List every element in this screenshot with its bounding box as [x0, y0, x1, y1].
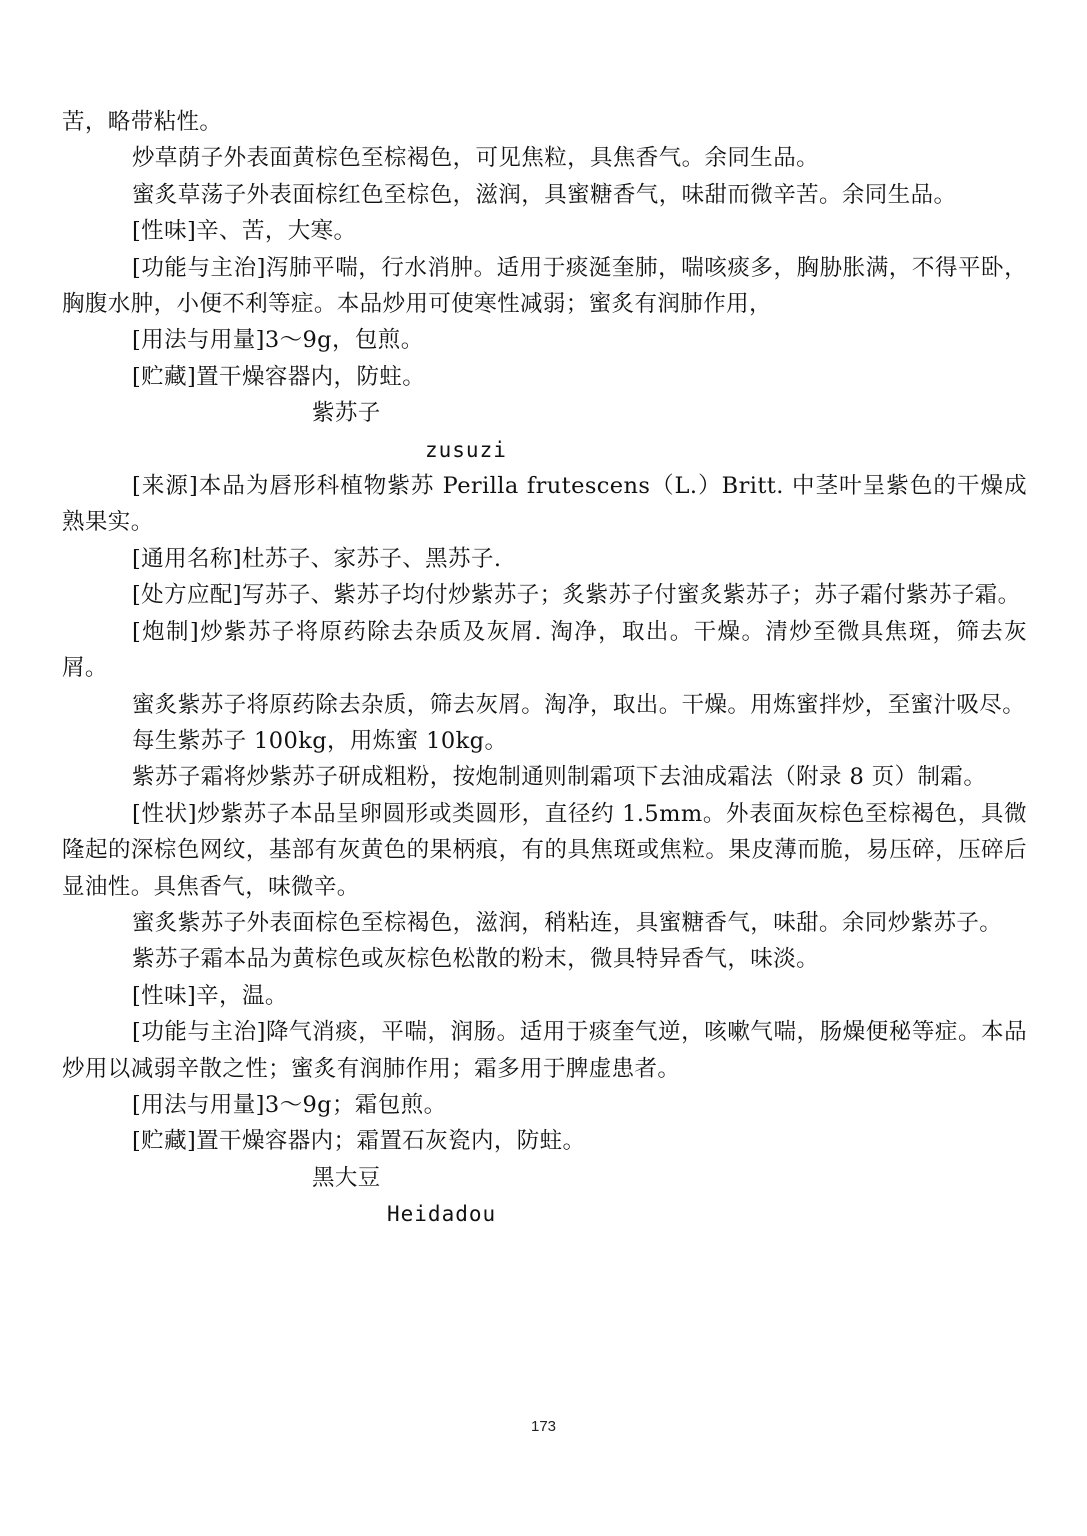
- paragraph: 蜜炙紫苏子将原药除去杂质，筛去灰屑。淘净，取出。干燥。用炼蜜拌炒，至蜜汁吸尽。: [132, 691, 1026, 718]
- entry-title: 黑大豆: [312, 1164, 381, 1191]
- paragraph: [用法与用量]3～9g，包煎。: [132, 327, 424, 354]
- paragraph: 每生紫苏子 100kg，用炼蜜 10kg。: [132, 727, 508, 754]
- paragraph: [通用名称]杜苏子、家苏子、黑苏子.: [132, 545, 502, 572]
- paragraph: 炒草荫子外表面黄棕色至棕褐色，可见焦粒，具焦香气。余同生品。: [132, 145, 820, 172]
- paragraph: 紫苏子霜将炒紫苏子研成粗粉，按炮制通则制霜项下去油成霜法（附录 8 页）制霜。: [132, 764, 987, 791]
- paragraph: [性味]辛、苦，大寒。: [132, 218, 357, 245]
- page-number: 173: [530, 1418, 557, 1435]
- paragraph: [处方应配]写苏子、紫苏子均付炒紫苏子；炙紫苏子付蜜炙紫苏子；苏子霜付紫苏子霜。: [132, 582, 1021, 609]
- paragraph: [炮制]炒紫苏子将原药除去杂质及灰屑. 淘净，取出。干燥。清炒至微具焦斑，筛去灰屑。: [62, 618, 1027, 682]
- paragraph: [用法与用量]3～9g；霜包煎。: [132, 1091, 447, 1118]
- paragraph: [来源]本品为唇形科植物紫苏 Perilla frutescens（L.）Britt. 中茎叶呈紫色的干燥成熟果实。: [62, 473, 1027, 536]
- entry-title: 紫苏子: [312, 400, 381, 427]
- paragraph: [贮藏]置干燥容器内，防蛀。: [132, 363, 426, 390]
- paragraph: [功能与主治]降气消痰，平喘，润肠。适用于痰奎气逆，咳嗽气喘，肠燥便秘等症。本品炒用以减弱辛散之性；蜜炙有润肺作用；霜多用于脾虚患者。: [62, 1019, 1027, 1082]
- paragraph: 紫苏子霜本品为黄棕色或灰棕色松散的粉末，微具特异香气，味淡。: [132, 946, 820, 973]
- paragraph: 蜜炙紫苏子外表面棕色至棕褐色，滋润，稍粘连，具蜜糖香气，味甜。余同炒紫苏子。: [132, 909, 1003, 936]
- paragraph: 蜜炙草荡子外表面棕红色至棕色，滋润，具蜜糖香气，味甜而微辛苦。余同生品。: [132, 181, 957, 208]
- paragraph: 苦，略带粘性。: [62, 109, 223, 135]
- entry-pinyin: zusuzi: [425, 437, 507, 462]
- paragraph: [性状]炒紫苏子本品呈卵圆形或类圆形，直径约 1.5mm。外表面灰棕色至棕褐色，具微隆起的深棕色网纹，基部有灰黄色的果柄痕，有的具焦斑或焦粒。果皮薄而脆，易压碎，压碎后显油性。具焦香气，味微辛。: [62, 800, 1027, 900]
- paragraph: [贮藏]置干燥容器内；霜置石灰瓷内，防蛀。: [132, 1128, 586, 1155]
- entry-pinyin: Heidadou: [387, 1202, 497, 1227]
- paragraph: [功能与主治]泻肺平喘，行水消肿。适用于痰涎奎肺，喘咳痰多，胸胁胀满，不得平卧，胸腹水肿，小便不利等症。本品炒用可使寒性减弱；蜜炙有润肺作用，: [62, 254, 1027, 318]
- document-body: [62, 104, 1027, 1233]
- paragraph: [性味]辛，温。: [132, 982, 288, 1009]
